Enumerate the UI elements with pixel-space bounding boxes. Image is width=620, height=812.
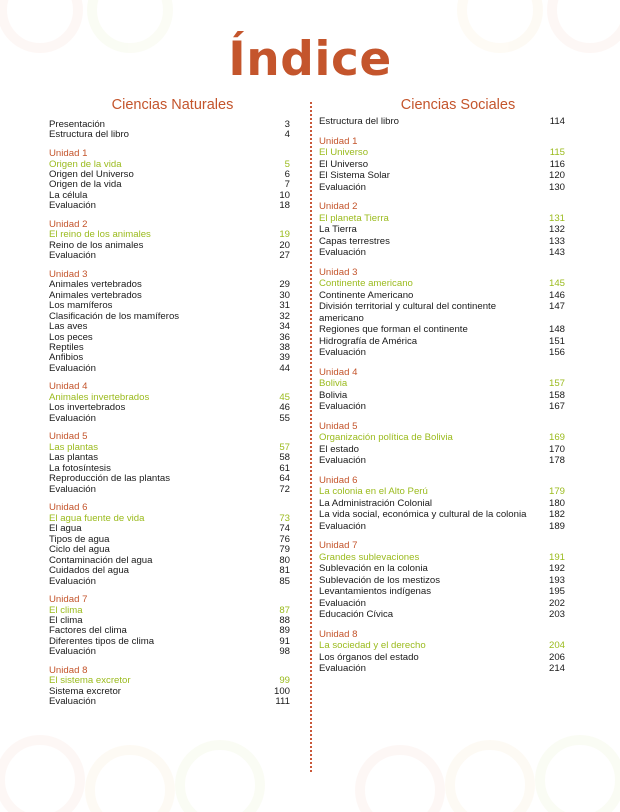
entry-page: 80 (279, 554, 290, 566)
entry-page: 29 (279, 279, 290, 291)
entry-title: Reino de los animales (49, 239, 144, 251)
entry-page: 192 (548, 563, 565, 574)
toc-entry (319, 390, 565, 402)
unit-title: Grandes sublevaciones (319, 551, 420, 563)
toc-entry (49, 566, 290, 576)
unit-block (49, 270, 290, 375)
entry-title: El Universo (319, 158, 369, 170)
entry-page: 206 (548, 651, 565, 663)
unit-page: 99 (279, 675, 290, 687)
toc-entry (319, 598, 565, 610)
entry-page: 158 (548, 389, 565, 401)
entry-title: Los mamíferos (49, 300, 113, 312)
toc-entry (319, 301, 565, 324)
toc-entry (49, 333, 290, 343)
unit-block (319, 201, 565, 259)
entry-page: 79 (279, 544, 290, 556)
unit-page: 157 (548, 378, 565, 389)
entry-title: Levantamientos indígenas (319, 586, 432, 597)
entry-page: 36 (279, 331, 290, 343)
toc-entry (319, 236, 565, 248)
toc-entry (319, 498, 565, 510)
entry-title: Estructura del libro (49, 129, 129, 141)
unit-title: La sociedad y el derecho (319, 640, 426, 651)
entry-page: 81 (279, 565, 290, 577)
unit-block (319, 629, 565, 675)
entry-title: Evaluación (319, 181, 366, 193)
ciencias-naturales-column (49, 96, 290, 716)
entry-page: 91 (279, 635, 290, 647)
entry-page: 58 (279, 452, 290, 464)
entry-title: Clasificación de los mamíferos (49, 310, 180, 322)
entry-title: Reptiles (49, 342, 84, 354)
unit-label: Unidad 5 (319, 420, 358, 432)
entry-page: 130 (548, 181, 565, 193)
entry-page: 170 (548, 443, 565, 455)
entry-title: Los órganos del estado (319, 651, 419, 663)
unit-title-row (319, 378, 565, 390)
entry-page: 214 (548, 663, 565, 674)
entry-title: La vida social, económica y cultural de la colonia (319, 509, 527, 520)
unit-page: 145 (548, 278, 565, 289)
toc-entry (319, 336, 565, 348)
toc-entry (319, 247, 565, 259)
entry-title: Origen de la vida (49, 179, 122, 191)
entry-title: Animales vertebrados (49, 289, 142, 301)
entry-title: Evaluación (319, 520, 366, 532)
entry-page: 202 (548, 597, 565, 609)
unit-page: 19 (279, 229, 290, 241)
unit-page: 73 (279, 512, 290, 524)
unit-block (319, 267, 565, 359)
entry-page: 147 (548, 301, 565, 312)
unit-title: El reino de los animales (49, 229, 151, 241)
entry-page: 203 (548, 609, 565, 620)
toc-entry (49, 251, 290, 261)
toc-entry (49, 343, 290, 353)
unit-title: El clima (49, 604, 83, 616)
unit-page: 131 (548, 212, 565, 224)
entry-title: Animales vertebrados (49, 279, 142, 291)
entry-page: 167 (548, 401, 565, 412)
entry-title: El Sistema Solar (319, 170, 390, 181)
toc-entry (319, 586, 565, 598)
entry-page: 64 (279, 473, 290, 485)
toc-entry (49, 414, 290, 424)
entry-title: Presentación (49, 119, 105, 130)
unit-block (49, 503, 290, 587)
entry-page: 146 (548, 289, 565, 301)
entry-page: 31 (279, 300, 290, 312)
entry-page: 10 (279, 189, 290, 201)
unit-title: Animales invertebrados (49, 391, 150, 403)
entry-title: División territorial y cultural del continente americano (319, 301, 497, 324)
toc-entry (49, 697, 290, 707)
unit-label: Unidad 6 (319, 474, 358, 486)
ciencias-sociales-column (319, 96, 565, 683)
toc-entry (319, 652, 565, 664)
entry-page: 46 (279, 402, 290, 414)
entry-page: 76 (279, 533, 290, 545)
entry-title: Capas terrestres (319, 235, 390, 247)
toc-entry (319, 170, 565, 182)
toc-entry (49, 647, 290, 657)
page-title: Índice (228, 32, 392, 87)
entry-title: La Administración Colonial (319, 497, 433, 509)
entry-page: 100 (273, 685, 290, 697)
entry-page: 111 (275, 696, 290, 708)
entry-page: 156 (548, 347, 565, 358)
entry-page: 195 (548, 586, 565, 597)
unit-title-row (319, 432, 565, 444)
entry-title: Contaminación del agua (49, 554, 153, 566)
entry-title: Evaluación (49, 646, 96, 658)
entry-page: 72 (279, 483, 290, 495)
entry-page: 30 (279, 289, 290, 301)
entry-page: 74 (279, 523, 290, 535)
entry-page: 39 (279, 352, 290, 364)
unit-block (49, 595, 290, 658)
entry-page: 32 (279, 310, 290, 322)
toc-entry (49, 485, 290, 495)
unit-title: Las plantas (49, 441, 99, 453)
entry-title: Evaluación (49, 412, 96, 424)
entry-title: Evaluación (49, 575, 96, 587)
unit-page: 204 (548, 640, 565, 651)
unit-title: La colonia en el Alto Perú (319, 486, 428, 497)
entry-page: 132 (548, 224, 565, 235)
entry-title: Educación Cívica (319, 609, 394, 620)
unit-page: 169 (548, 432, 565, 443)
entry-page: 143 (548, 247, 565, 258)
unit-label: Unidad 7 (319, 540, 358, 551)
entry-page: 85 (279, 575, 290, 587)
unit-title-row (319, 147, 565, 159)
unit-block (49, 382, 290, 424)
entry-page: 34 (279, 321, 290, 333)
entry-page: 38 (279, 342, 290, 354)
unit-label: Unidad 1 (49, 147, 88, 159)
unit-block (319, 540, 565, 621)
entry-title: La Tierra (319, 224, 357, 235)
unit-page: 45 (279, 391, 290, 403)
unit-block (49, 149, 290, 212)
entry-title: Evaluación (319, 455, 366, 466)
toc-entry (49, 577, 290, 587)
entry-title: Las aves (49, 321, 88, 333)
entry-title: Evaluación (49, 250, 96, 262)
toc-entry (319, 182, 565, 194)
entry-title: Evaluación (319, 663, 366, 674)
toc-entry (319, 509, 565, 521)
toc-entry (319, 521, 565, 533)
entry-title: Diferentes tipos de clima (49, 635, 155, 647)
unit-page: 57 (279, 441, 290, 453)
entry-title: Anfibios (49, 352, 84, 364)
unit-label: Unidad 2 (49, 218, 88, 230)
unit-label: Unidad 8 (49, 664, 88, 676)
entry-page: 18 (279, 200, 290, 212)
unit-title: El agua fuente de vida (49, 512, 145, 524)
intro-block (319, 116, 565, 128)
entry-title: Los peces (49, 331, 93, 343)
unit-label: Unidad 6 (49, 502, 88, 514)
entry-title: Evaluación (319, 401, 366, 412)
toc-entry (319, 563, 565, 575)
unit-label: Unidad 5 (49, 431, 88, 443)
unit-title: Bolivia (319, 378, 348, 389)
entry-title: Sublevación en la colonia (319, 563, 428, 574)
entry-title: Evaluación (49, 362, 96, 374)
toc-entry (319, 663, 565, 675)
entry-page: 89 (279, 625, 290, 637)
unit-page: 5 (284, 158, 290, 170)
entry-page: 182 (548, 509, 565, 520)
unit-label: Unidad 3 (49, 268, 88, 280)
toc-entry (319, 455, 565, 467)
unit-title: El planeta Tierra (319, 212, 389, 224)
unit-block (49, 432, 290, 495)
unit-title-row (49, 514, 290, 524)
unit-label: Unidad 3 (319, 266, 358, 278)
entry-title: Origen del Universo (49, 168, 134, 180)
toc-entry (49, 322, 290, 332)
unit-title-row (319, 552, 565, 564)
column-divider (310, 102, 312, 772)
unit-block (49, 666, 290, 708)
unit-page: 179 (548, 486, 565, 497)
entry-title: El agua (49, 523, 82, 535)
entry-title: Regiones que forman el continente (319, 324, 468, 335)
intro-block (49, 120, 290, 141)
entry-title: Evaluación (49, 483, 96, 495)
toc-entry (49, 201, 290, 211)
entry-title: La célula (49, 189, 88, 201)
toc-entry (49, 130, 290, 140)
unit-block (319, 421, 565, 467)
toc-entry (319, 401, 565, 413)
unit-label: Unidad 2 (319, 201, 358, 212)
entry-title: Sistema excretor (49, 685, 121, 697)
entry-title: El estado (319, 443, 360, 455)
entry-title: Evaluación (49, 696, 96, 708)
entry-title: Sublevación de los mestizos (319, 574, 441, 586)
unit-page: 115 (549, 147, 565, 158)
toc-entry (49, 364, 290, 374)
entry-title: Las plantas (49, 452, 99, 464)
entry-title: Tipos de agua (49, 533, 110, 545)
entry-page: 178 (548, 455, 565, 466)
unit-label: Unidad 1 (319, 135, 358, 147)
entry-page: 98 (279, 646, 290, 658)
entry-page: 88 (279, 615, 290, 627)
entry-page: 61 (279, 462, 290, 474)
entry-page: 4 (284, 129, 290, 141)
toc-entry (319, 324, 565, 336)
toc-entry (319, 575, 565, 587)
toc-entry (319, 116, 565, 128)
entry-page: 180 (548, 497, 565, 509)
entry-title: Evaluación (49, 200, 96, 212)
entry-page: 27 (279, 250, 290, 262)
entry-title: Evaluación (319, 247, 366, 258)
entry-title: Evaluación (319, 347, 366, 358)
unit-block (319, 136, 565, 194)
unit-page: 191 (548, 551, 565, 563)
unit-title: El Universo (319, 147, 369, 158)
entry-page: 116 (549, 158, 565, 170)
unit-label: Unidad 4 (49, 381, 88, 393)
unit-block (319, 475, 565, 533)
unit-label: Unidad 7 (49, 593, 88, 605)
toc-entry (319, 159, 565, 171)
entry-page: 189 (548, 520, 565, 532)
unit-title: Continente americano (319, 278, 413, 289)
entry-page: 114 (549, 116, 565, 127)
entry-page: 151 (548, 335, 565, 347)
unit-label: Unidad 4 (319, 366, 358, 378)
entry-title: Evaluación (319, 597, 366, 609)
unit-block (49, 220, 290, 262)
unit-title: Origen de la vida (49, 158, 122, 170)
toc-entry (319, 609, 565, 621)
toc-entry (319, 347, 565, 359)
unit-title: El sistema excretor (49, 675, 131, 687)
column-heading: Ciencias Naturales (111, 97, 234, 113)
entry-title: Continente Americano (319, 289, 414, 301)
entry-page: 20 (279, 239, 290, 251)
entry-title: Reproducción de las plantas (49, 473, 171, 485)
entry-page: 193 (548, 574, 565, 586)
toc-entry (319, 444, 565, 456)
entry-title: Bolivia (319, 389, 348, 401)
entry-page: 3 (284, 119, 290, 130)
entry-title: Los invertebrados (49, 402, 126, 414)
entry-title: La fotosíntesis (49, 462, 111, 474)
toc-entry (319, 290, 565, 302)
unit-title-row (319, 640, 565, 652)
entry-title: Hidrografía de América (319, 335, 418, 347)
unit-page: 87 (279, 604, 290, 616)
unit-block (319, 367, 565, 413)
toc-entry (319, 224, 565, 236)
entry-title: Cuidados del agua (49, 565, 130, 577)
unit-title-row (319, 278, 565, 290)
column-heading: Ciencias Sociales (400, 97, 516, 113)
unit-title: Organización política de Bolivia (319, 432, 453, 443)
entry-page: 133 (548, 235, 565, 247)
entry-title: Factores del clima (49, 625, 127, 637)
entry-title: El clima (49, 615, 83, 627)
unit-label: Unidad 8 (319, 628, 358, 640)
unit-title-row (319, 486, 565, 498)
entry-title: Ciclo del agua (49, 544, 110, 556)
entry-page: 6 (284, 168, 290, 180)
entry-page: 120 (548, 170, 565, 181)
unit-title-row (49, 606, 290, 616)
entry-title: Estructura del libro (319, 116, 399, 127)
entry-page: 7 (284, 179, 290, 191)
entry-page: 148 (548, 324, 565, 335)
unit-title-row (319, 213, 565, 225)
entry-page: 44 (279, 362, 290, 374)
entry-page: 55 (279, 412, 290, 424)
